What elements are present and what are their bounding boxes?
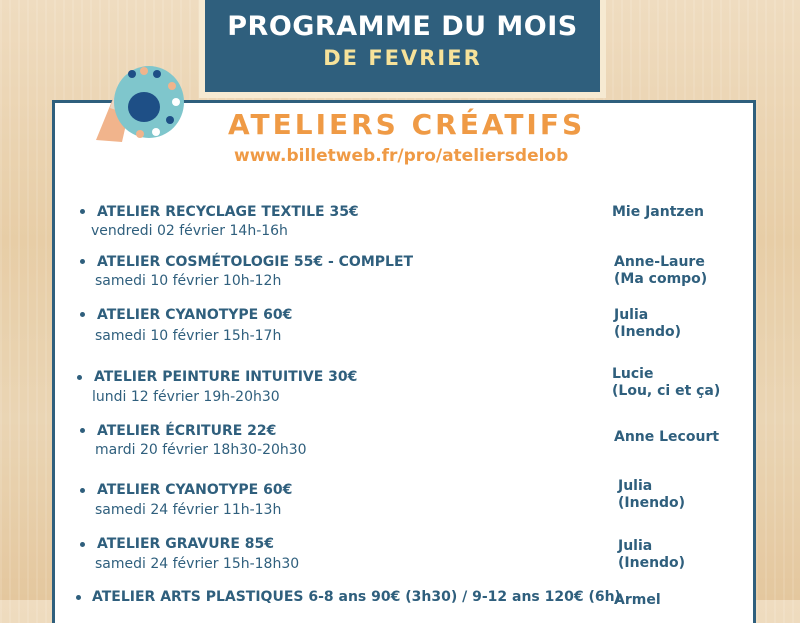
bullet-icon <box>80 488 85 493</box>
event-host: Armel <box>614 592 661 608</box>
event-date: vendredi 02 février 14h-16h <box>91 223 288 239</box>
page-title: PROGRAMME DU MOIS <box>227 11 578 42</box>
event-date: samedi 24 février 15h-18h30 <box>95 556 300 572</box>
event-host: Julia (Inendo) <box>618 478 686 511</box>
event-host: Lucie (Lou, ci et ça) <box>612 366 721 399</box>
event-title: ATELIER PEINTURE INTUITIVE 30€ <box>94 369 358 385</box>
bullet-icon <box>76 595 81 600</box>
bullet-icon <box>80 259 85 264</box>
booking-link[interactable]: www.billetweb.fr/pro/ateliersdelob <box>234 146 569 166</box>
paint-palette-icon <box>92 62 187 147</box>
event-title: ATELIER CYANOTYPE 60€ <box>97 482 293 498</box>
event-title: ATELIER ÉCRITURE 22€ <box>97 423 277 439</box>
bullet-icon <box>77 375 82 380</box>
bullet-icon <box>80 428 85 433</box>
event-host: Anne Lecourt <box>614 429 720 445</box>
event-title: ATELIER GRAVURE 85€ <box>97 536 275 552</box>
event-date: samedi 24 février 11h-13h <box>95 502 282 518</box>
event-title: ATELIER RECYCLAGE TEXTILE 35€ <box>97 204 359 220</box>
event-title: ATELIER CYANOTYPE 60€ <box>97 307 293 323</box>
header-banner <box>205 0 600 92</box>
event-date: lundi 12 février 19h-20h30 <box>92 389 280 405</box>
bullet-icon <box>80 312 85 317</box>
event-date: samedi 10 février 15h-17h <box>95 328 282 344</box>
event-title: ATELIER COSMÉTOLOGIE 55€ - COMPLET <box>97 254 414 270</box>
section-title: ATELIERS CRÉATIFS <box>228 108 586 141</box>
bullet-icon <box>80 209 85 214</box>
event-host: Julia (Inendo) <box>618 538 686 571</box>
event-host: Julia (Inendo) <box>614 307 682 340</box>
event-date: samedi 10 février 10h-12h <box>95 273 282 289</box>
page-subtitle: DE FEVRIER <box>323 46 482 70</box>
event-date: mardi 20 février 18h30-20h30 <box>95 442 307 458</box>
event-host: Mie Jantzen <box>612 204 705 220</box>
event-title: ATELIER ARTS PLASTIQUES 6-8 ans 90€ (3h30) / 9-12 ans 120€ (6h) <box>92 589 621 605</box>
event-host: Anne-Laure (Ma compo) <box>614 254 708 287</box>
bullet-icon <box>80 542 85 547</box>
